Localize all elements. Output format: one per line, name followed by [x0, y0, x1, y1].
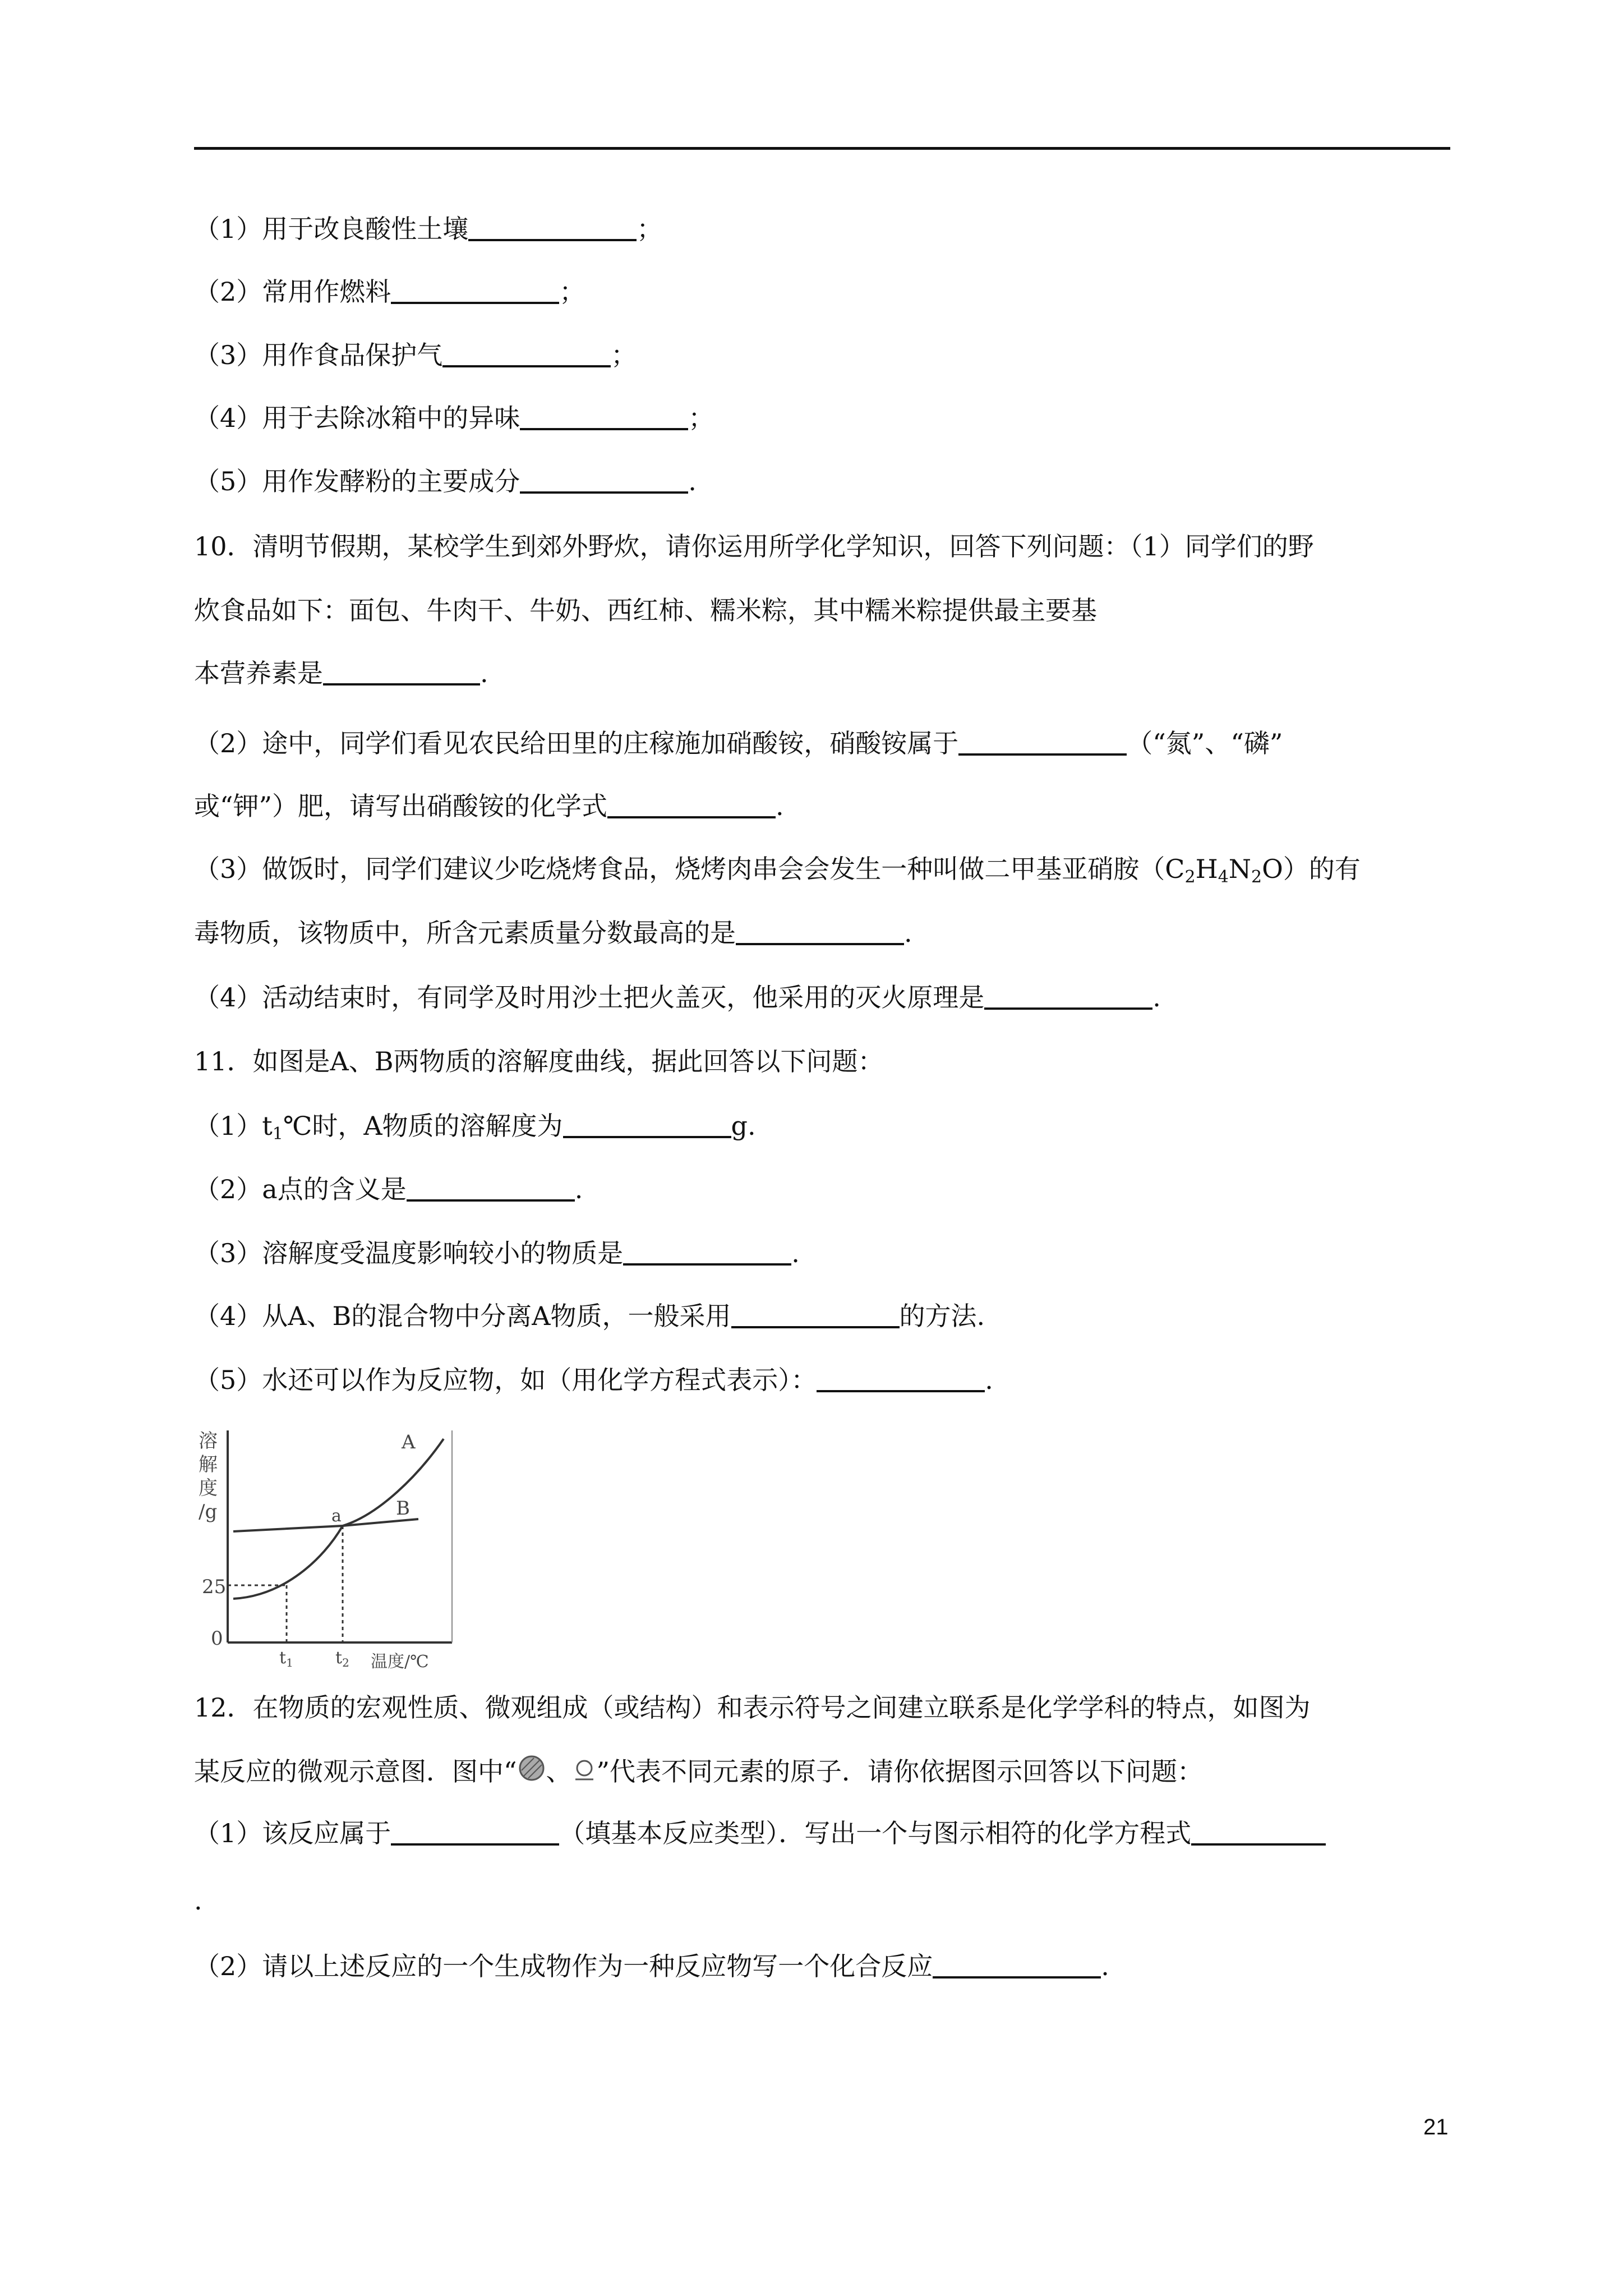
y-axis-label-char-2: 解: [199, 1453, 218, 1476]
curve-b-label: B: [396, 1497, 410, 1520]
answer-blank[interactable]: [407, 1175, 575, 1202]
q11-item-2: （2）a点的含义是 .: [194, 1174, 583, 1204]
q9-item-3: （3）用作食品保护气 ；: [194, 340, 637, 370]
point-a-label: a: [331, 1506, 342, 1526]
answer-blank[interactable]: [984, 983, 1152, 1010]
answer-blank[interactable]: [391, 277, 559, 304]
q10-item-1: 本营养素是 .: [194, 658, 488, 688]
y-axis-label-char-3: 度: [199, 1477, 218, 1499]
q12-item-1-end: .: [194, 1885, 202, 1916]
q11-item-3: （3）溶解度受温度影响较小的物质是 .: [194, 1238, 800, 1268]
answer-blank[interactable]: [563, 1111, 731, 1138]
answer-blank[interactable]: [520, 403, 688, 430]
q12-stem-line-2: 某反应的微观示意图．图中“ 、 ”代表不同元素的原子．请你依据图示回答以下问题：: [194, 1754, 1203, 1788]
page-number: 21: [1423, 2115, 1449, 2139]
answer-blank[interactable]: [323, 659, 480, 685]
answer-blank[interactable]: [1191, 1819, 1326, 1846]
answer-blank[interactable]: [736, 918, 904, 945]
origin-label: 0: [211, 1627, 223, 1650]
answer-blank[interactable]: [391, 1819, 559, 1846]
t2-label: $t_2$: [335, 1648, 349, 1669]
q9-item-5: （5）用作发酵粉的主要成分 .: [194, 466, 697, 496]
answer-blank[interactable]: [442, 341, 611, 367]
shaded-atom-icon: [517, 1754, 546, 1783]
solubility-curve-figure: [194, 1425, 458, 1672]
answer-blank[interactable]: [607, 792, 776, 818]
answer-blank[interactable]: [623, 1239, 791, 1266]
q10-item-2b: 或“钾”）肥，请写出硝酸铵的化学式 .: [194, 791, 784, 821]
y-axis-label-char-1: 溶: [199, 1430, 218, 1452]
answer-blank[interactable]: [468, 214, 637, 241]
answer-blank[interactable]: [958, 729, 1127, 756]
x-axis-label: 温度/℃: [371, 1652, 429, 1672]
answer-blank[interactable]: [520, 467, 688, 494]
answer-blank[interactable]: [731, 1301, 900, 1328]
y-tick-label: 25: [202, 1576, 227, 1598]
open-atom-icon: [572, 1758, 597, 1783]
q12-stem-line-1: 12．在物质的宏观性质、微观组成（或结构）和表示符号之间建立联系是化学学科的特点，如图为: [194, 1692, 1311, 1723]
curve-a-label: A: [402, 1431, 416, 1453]
y-axis-label-char-4: /g: [199, 1501, 218, 1523]
answer-blank[interactable]: [817, 1365, 985, 1392]
q9-item-1: （1）用于改良酸性土壤 ；: [194, 214, 663, 244]
q10-item-3a: （3）做饭时，同学们建议少吃烧烤食品，烧烤肉串会会发生一种叫做二甲基亚硝胺$(C_2H_4N_2O)$的有: [194, 854, 1361, 887]
q10-stem-line-1: 10．清明节假期，某校学生到郊外野炊，请你运用所学化学知识，回答下列问题：（1）同学们的野: [194, 531, 1314, 562]
q11-item-1: $(1)t_1℃$时，A物质的溶解度为 g.: [194, 1111, 756, 1144]
header-rule: [194, 147, 1450, 150]
q11-stem: 11．如图是A、B两物质的溶解度曲线，据此回答以下问题：: [194, 1046, 884, 1076]
t1-label: $t_1$: [279, 1648, 293, 1669]
q10-item-3b: 毒物质，该物质中，所含元素质量分数最高的是 .: [194, 918, 912, 948]
q12-item-2: （2）请以上述反应的一个生成物作为一种反应物写一个化合反应 .: [194, 1951, 1109, 1981]
q12-item-1: （1）该反应属于 （填基本反应类型）．写出一个与图示相符的化学方程式: [194, 1816, 1326, 1850]
q10-item-2a: （2）途中，同学们看见农民给田里的庄稼施加硝酸铵，硝酸铵属于 （“氮”、“磷”: [194, 728, 1283, 758]
q11-item-5: （5）水还可以作为反应物，如（用化学方程式表示）： .: [194, 1365, 993, 1395]
q9-item-2: （2）常用作燃料 ；: [194, 277, 585, 307]
q10-item-4: （4）活动结束时，有同学及时用沙土把火盖灭，他采用的灭火原理是 .: [194, 982, 1161, 1013]
q10-stem-line-2: 炊食品如下：面包、牛肉干、牛奶、西红柿、糯米粽，其中糯米粽提供最主要基: [194, 595, 1097, 625]
answer-blank[interactable]: [933, 1952, 1101, 1978]
q11-item-4: （4）从A、B的混合物中分离A物质，一般采用 的方法.: [194, 1301, 985, 1331]
q9-item-4: （4）用于去除冰箱中的异味 ；: [194, 403, 714, 433]
